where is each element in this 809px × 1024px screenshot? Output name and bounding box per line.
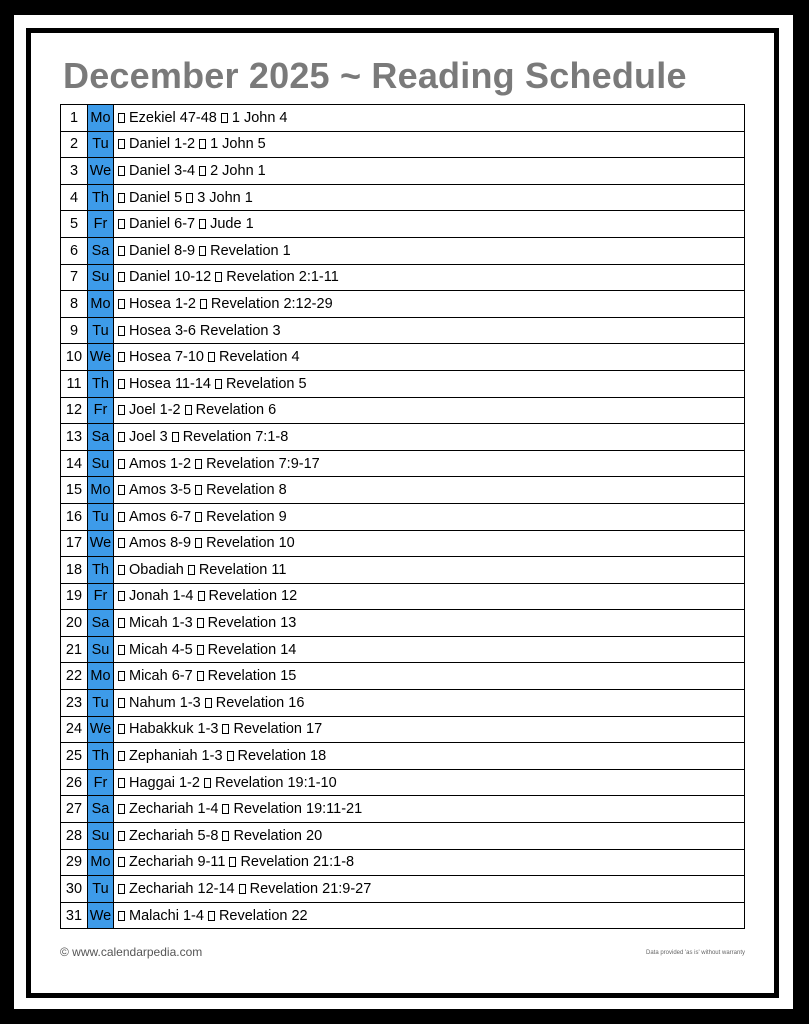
reading-schedule-table xyxy=(60,104,745,929)
weekday-cell: Sa xyxy=(88,796,114,823)
checkbox-icon[interactable] xyxy=(118,911,125,921)
reading-new-testament: Revelation 22 xyxy=(218,907,308,924)
weekday-cell: Th xyxy=(88,184,114,211)
reading-cell xyxy=(114,158,745,185)
reading-new-testament: Jude 1 xyxy=(210,216,254,233)
checkbox-icon[interactable] xyxy=(197,671,204,681)
reading-old-testament: Obadiah xyxy=(129,561,184,578)
date-cell: 20 xyxy=(61,610,88,637)
weekday-cell: Th xyxy=(88,370,114,397)
reading-old-testament: Joel 1-2 xyxy=(129,402,181,419)
schedule-row xyxy=(61,557,745,584)
reading-cell xyxy=(114,902,745,929)
checkbox-icon[interactable] xyxy=(195,512,202,522)
reading-cell xyxy=(114,131,745,158)
weekday-cell: Fr xyxy=(88,583,114,610)
date-cell: 18 xyxy=(61,557,88,584)
reading-old-testament: Hosea 7-10 xyxy=(129,349,204,366)
weekday-cell: Su xyxy=(88,450,114,477)
checkbox-icon[interactable] xyxy=(208,911,215,921)
reading-cell xyxy=(114,557,745,584)
reading-old-testament: Amos 6-7 xyxy=(129,508,192,525)
copyright-footer: © www.calendarpedia.com xyxy=(60,945,203,959)
checkbox-icon[interactable] xyxy=(188,565,195,575)
reading-cell xyxy=(114,716,745,743)
date-cell: 15 xyxy=(61,477,88,504)
reading-new-testament: Revelation 5 xyxy=(225,375,307,392)
checkbox-icon[interactable] xyxy=(172,432,179,442)
schedule-row xyxy=(61,158,745,185)
reading-cell xyxy=(114,503,745,530)
schedule-row xyxy=(61,503,745,530)
checkbox-icon[interactable] xyxy=(185,405,192,415)
reading-old-testament: Hosea 11-14 xyxy=(129,375,211,392)
schedule-row xyxy=(61,344,745,371)
checkbox-icon[interactable] xyxy=(118,857,125,867)
date-cell: 28 xyxy=(61,823,88,850)
checkbox-icon[interactable] xyxy=(118,352,125,362)
reading-old-testament: Ezekiel 47-48 xyxy=(129,109,217,126)
date-cell: 25 xyxy=(61,743,88,770)
checkbox-icon[interactable] xyxy=(222,831,229,841)
schedule-body xyxy=(61,105,745,929)
schedule-row xyxy=(61,211,745,238)
reading-old-testament: Amos 3-5 xyxy=(129,482,192,499)
weekday-cell: We xyxy=(88,530,114,557)
weekday-cell: Sa xyxy=(88,237,114,264)
schedule-row xyxy=(61,530,745,557)
reading-cell xyxy=(114,291,745,318)
reading-old-testament: Amos 1-2 xyxy=(129,455,192,472)
weekday-cell: Tu xyxy=(88,876,114,903)
schedule-row xyxy=(61,610,745,637)
reading-new-testament: 2 John 1 xyxy=(210,162,266,179)
checkbox-icon[interactable] xyxy=(197,618,204,628)
reading-old-testament: Haggai 1-2 xyxy=(129,774,200,791)
checkbox-icon[interactable] xyxy=(195,485,202,495)
schedule-row xyxy=(61,105,745,132)
reading-old-testament: Zephaniah 1-3 xyxy=(129,748,223,765)
reading-new-testament: Revelation 15 xyxy=(207,668,297,685)
reading-new-testament: Revelation 1 xyxy=(210,242,291,259)
reading-cell xyxy=(114,477,745,504)
checkbox-icon[interactable] xyxy=(118,618,125,628)
date-cell: 4 xyxy=(61,184,88,211)
checkbox-icon[interactable] xyxy=(204,778,211,788)
reading-new-testament: Revelation 20 xyxy=(233,827,323,844)
weekday-cell: Fr xyxy=(88,769,114,796)
weekday-cell: Tu xyxy=(88,317,114,344)
reading-new-testament: Revelation 2:12-29 xyxy=(210,295,333,312)
weekday-cell: Fr xyxy=(88,397,114,424)
reading-cell xyxy=(114,317,745,344)
schedule-row xyxy=(61,823,745,850)
checkbox-icon[interactable] xyxy=(118,804,125,814)
reading-cell xyxy=(114,796,745,823)
reading-new-testament: Revelation 21:9-27 xyxy=(249,881,372,898)
reading-cell xyxy=(114,769,745,796)
checkbox-icon[interactable] xyxy=(186,193,193,203)
date-cell: 1 xyxy=(61,105,88,132)
date-cell: 24 xyxy=(61,716,88,743)
date-cell: 19 xyxy=(61,583,88,610)
schedule-row xyxy=(61,690,745,717)
date-cell: 23 xyxy=(61,690,88,717)
checkbox-icon[interactable] xyxy=(229,857,236,867)
reading-cell xyxy=(114,370,745,397)
reading-cell xyxy=(114,237,745,264)
reading-new-testament: Revelation 11 xyxy=(198,561,287,578)
weekday-cell: Sa xyxy=(88,424,114,451)
reading-new-testament: Revelation 16 xyxy=(215,694,305,711)
reading-old-testament: Zechariah 9-11 xyxy=(129,854,226,871)
date-cell: 7 xyxy=(61,264,88,291)
reading-cell xyxy=(114,663,745,690)
reading-cell xyxy=(114,610,745,637)
checkbox-icon[interactable] xyxy=(118,671,125,681)
checkbox-icon[interactable] xyxy=(118,591,125,601)
reading-new-testament: Revelation 19:1-10 xyxy=(214,774,337,791)
checkbox-icon[interactable] xyxy=(118,166,125,176)
checkbox-icon[interactable] xyxy=(199,166,206,176)
weekday-cell: We xyxy=(88,158,114,185)
date-cell: 13 xyxy=(61,424,88,451)
reading-cell xyxy=(114,823,745,850)
reading-old-testament: Habakkuk 1-3 xyxy=(129,721,219,738)
schedule-row xyxy=(61,849,745,876)
reading-cell xyxy=(114,876,745,903)
reading-old-testament: Daniel 8-9 xyxy=(129,242,196,259)
date-cell: 11 xyxy=(61,370,88,397)
reading-new-testament: 1 John 5 xyxy=(210,136,266,153)
weekday-cell: Su xyxy=(88,264,114,291)
checkbox-icon[interactable] xyxy=(118,219,125,229)
weekday-cell: Su xyxy=(88,636,114,663)
schedule-row xyxy=(61,477,745,504)
date-cell: 29 xyxy=(61,849,88,876)
weekday-cell: Mo xyxy=(88,105,114,132)
reading-cell xyxy=(114,583,745,610)
reading-new-testament: Revelation 7:9-17 xyxy=(206,455,320,472)
checkbox-icon[interactable] xyxy=(199,219,206,229)
reading-new-testament: Revelation 18 xyxy=(237,748,327,765)
reading-old-testament: Joel 3 xyxy=(129,428,168,445)
reading-new-testament: Revelation 19:11-21 xyxy=(233,801,363,818)
reading-new-testament: Revelation 4 xyxy=(218,349,300,366)
schedule-row xyxy=(61,663,745,690)
checkbox-icon[interactable] xyxy=(118,778,125,788)
schedule-row xyxy=(61,424,745,451)
date-cell: 9 xyxy=(61,317,88,344)
date-cell: 10 xyxy=(61,344,88,371)
date-cell: 5 xyxy=(61,211,88,238)
checkbox-icon[interactable] xyxy=(198,591,205,601)
schedule-row xyxy=(61,876,745,903)
checkbox-icon[interactable] xyxy=(118,645,125,655)
checkbox-icon[interactable] xyxy=(208,352,215,362)
reading-new-testament: 1 John 4 xyxy=(231,109,288,126)
schedule-row xyxy=(61,317,745,344)
reading-old-testament: Daniel 6-7 xyxy=(129,216,196,233)
checkbox-icon[interactable] xyxy=(200,299,207,309)
reading-new-testament: Revelation 13 xyxy=(207,615,297,632)
date-cell: 16 xyxy=(61,503,88,530)
checkbox-icon[interactable] xyxy=(205,698,212,708)
checkbox-icon[interactable] xyxy=(118,379,125,389)
checkbox-icon[interactable] xyxy=(222,724,229,734)
reading-cell xyxy=(114,344,745,371)
date-cell: 3 xyxy=(61,158,88,185)
schedule-row xyxy=(61,131,745,158)
reading-old-testament: Hosea 1-2 xyxy=(129,295,196,312)
checkbox-icon[interactable] xyxy=(197,645,204,655)
weekday-cell: Mo xyxy=(88,477,114,504)
warranty-disclaimer: Data provided 'as is' without warranty xyxy=(645,950,745,956)
reading-new-testament: Revelation 14 xyxy=(207,641,297,658)
reading-old-testament: Micah 1-3 xyxy=(129,615,193,632)
checkbox-icon[interactable] xyxy=(199,246,206,256)
weekday-cell: Tu xyxy=(88,690,114,717)
checkbox-icon[interactable] xyxy=(118,459,125,469)
checkbox-icon[interactable] xyxy=(118,193,125,203)
date-cell: 2 xyxy=(61,131,88,158)
checkbox-icon[interactable] xyxy=(221,113,228,123)
reading-old-testament: Micah 4-5 xyxy=(129,641,193,658)
page-title: December 2025 ~ Reading Schedule xyxy=(63,55,687,96)
checkbox-icon[interactable] xyxy=(239,884,246,894)
reading-cell xyxy=(114,849,745,876)
reading-old-testament: Daniel 1-2 xyxy=(129,136,196,153)
schedule-row xyxy=(61,184,745,211)
reading-cell xyxy=(114,636,745,663)
reading-cell xyxy=(114,530,745,557)
schedule-row xyxy=(61,264,745,291)
reading-new-testament: Revelation 17 xyxy=(233,721,323,738)
checkbox-icon[interactable] xyxy=(199,139,206,149)
reading-new-testament: Revelation 10 xyxy=(206,535,295,552)
checkbox-icon[interactable] xyxy=(118,485,125,495)
reading-cell xyxy=(114,105,745,132)
reading-new-testament: Revelation 2:1-11 xyxy=(226,269,339,286)
date-cell: 17 xyxy=(61,530,88,557)
reading-old-testament: Zechariah 5-8 xyxy=(129,827,219,844)
schedule-row xyxy=(61,902,745,929)
schedule-row xyxy=(61,370,745,397)
reading-cell xyxy=(114,450,745,477)
reading-cell xyxy=(114,397,745,424)
checkbox-icon[interactable] xyxy=(118,512,125,522)
reading-new-testament: 3 John 1 xyxy=(197,189,253,206)
checkbox-icon[interactable] xyxy=(118,831,125,841)
schedule-row xyxy=(61,291,745,318)
reading-old-testament: Micah 6-7 xyxy=(129,668,193,685)
weekday-cell: We xyxy=(88,716,114,743)
reading-new-testament: Revelation 8 xyxy=(206,482,287,499)
schedule-row xyxy=(61,583,745,610)
schedule-row xyxy=(61,237,745,264)
checkbox-icon[interactable] xyxy=(118,405,125,415)
reading-old-testament: Daniel 5 xyxy=(129,189,183,206)
schedule-row xyxy=(61,716,745,743)
schedule-row xyxy=(61,769,745,796)
weekday-cell: We xyxy=(88,902,114,929)
reading-old-testament: Jonah 1-4 xyxy=(129,588,194,605)
reading-cell xyxy=(114,184,745,211)
reading-cell xyxy=(114,264,745,291)
reading-cell xyxy=(114,211,745,238)
weekday-cell: Su xyxy=(88,823,114,850)
checkbox-icon[interactable] xyxy=(215,272,222,282)
schedule-row xyxy=(61,636,745,663)
date-cell: 27 xyxy=(61,796,88,823)
weekday-cell: Mo xyxy=(88,849,114,876)
reading-new-testament: Revelation 9 xyxy=(206,508,287,525)
schedule-row xyxy=(61,450,745,477)
date-cell: 30 xyxy=(61,876,88,903)
schedule-row xyxy=(61,796,745,823)
reading-old-testament: Amos 8-9 xyxy=(129,535,192,552)
weekday-cell: Mo xyxy=(88,291,114,318)
checkbox-icon[interactable] xyxy=(222,804,229,814)
date-cell: 31 xyxy=(61,902,88,929)
checkbox-icon[interactable] xyxy=(118,272,125,282)
reading-old-testament: Zechariah 1-4 xyxy=(129,801,219,818)
checkbox-icon[interactable] xyxy=(118,326,125,336)
checkbox-icon[interactable] xyxy=(118,113,125,123)
reading-cell xyxy=(114,743,745,770)
weekday-cell: Th xyxy=(88,557,114,584)
weekday-cell: Th xyxy=(88,743,114,770)
date-cell: 8 xyxy=(61,291,88,318)
checkbox-icon[interactable] xyxy=(118,698,125,708)
schedule-row xyxy=(61,397,745,424)
reading-new-testament: Revelation 12 xyxy=(208,588,298,605)
weekday-cell: Tu xyxy=(88,131,114,158)
reading-old-testament: Daniel 10-12 xyxy=(129,269,212,286)
checkbox-icon[interactable] xyxy=(118,299,125,309)
date-cell: 14 xyxy=(61,450,88,477)
checkbox-icon[interactable] xyxy=(118,884,125,894)
checkbox-icon[interactable] xyxy=(195,459,202,469)
reading-old-testament: Zechariah 12-14 xyxy=(129,881,235,898)
reading-old-testament: Nahum 1-3 xyxy=(129,694,201,711)
checkbox-icon[interactable] xyxy=(118,432,125,442)
checkbox-icon[interactable] xyxy=(118,751,125,761)
reading-new-testament: Revelation 7:1-8 xyxy=(182,428,289,445)
checkbox-icon[interactable] xyxy=(227,751,234,761)
date-cell: 6 xyxy=(61,237,88,264)
reading-new-testament: Revelation 6 xyxy=(195,402,277,419)
reading-cell xyxy=(114,690,745,717)
checkbox-icon[interactable] xyxy=(118,538,125,548)
date-cell: 21 xyxy=(61,636,88,663)
reading-cell xyxy=(114,424,745,451)
date-cell: 12 xyxy=(61,397,88,424)
checkbox-icon[interactable] xyxy=(118,724,125,734)
reading-old-testament: Hosea 3-6 Revelation 3 xyxy=(129,322,281,339)
checkbox-icon[interactable] xyxy=(215,379,222,389)
schedule-page xyxy=(31,33,774,993)
reading-new-testament: Revelation 21:1-8 xyxy=(240,854,355,871)
reading-old-testament: Daniel 3-4 xyxy=(129,162,196,179)
weekday-cell: We xyxy=(88,344,114,371)
weekday-cell: Tu xyxy=(88,503,114,530)
schedule-row xyxy=(61,743,745,770)
date-cell: 26 xyxy=(61,769,88,796)
checkbox-icon[interactable] xyxy=(118,246,125,256)
checkbox-icon[interactable] xyxy=(118,139,125,149)
date-cell: 22 xyxy=(61,663,88,690)
weekday-cell: Sa xyxy=(88,610,114,637)
reading-old-testament: Malachi 1-4 xyxy=(129,907,204,924)
checkbox-icon[interactable] xyxy=(195,538,202,548)
weekday-cell: Mo xyxy=(88,663,114,690)
checkbox-icon[interactable] xyxy=(118,565,125,575)
weekday-cell: Fr xyxy=(88,211,114,238)
